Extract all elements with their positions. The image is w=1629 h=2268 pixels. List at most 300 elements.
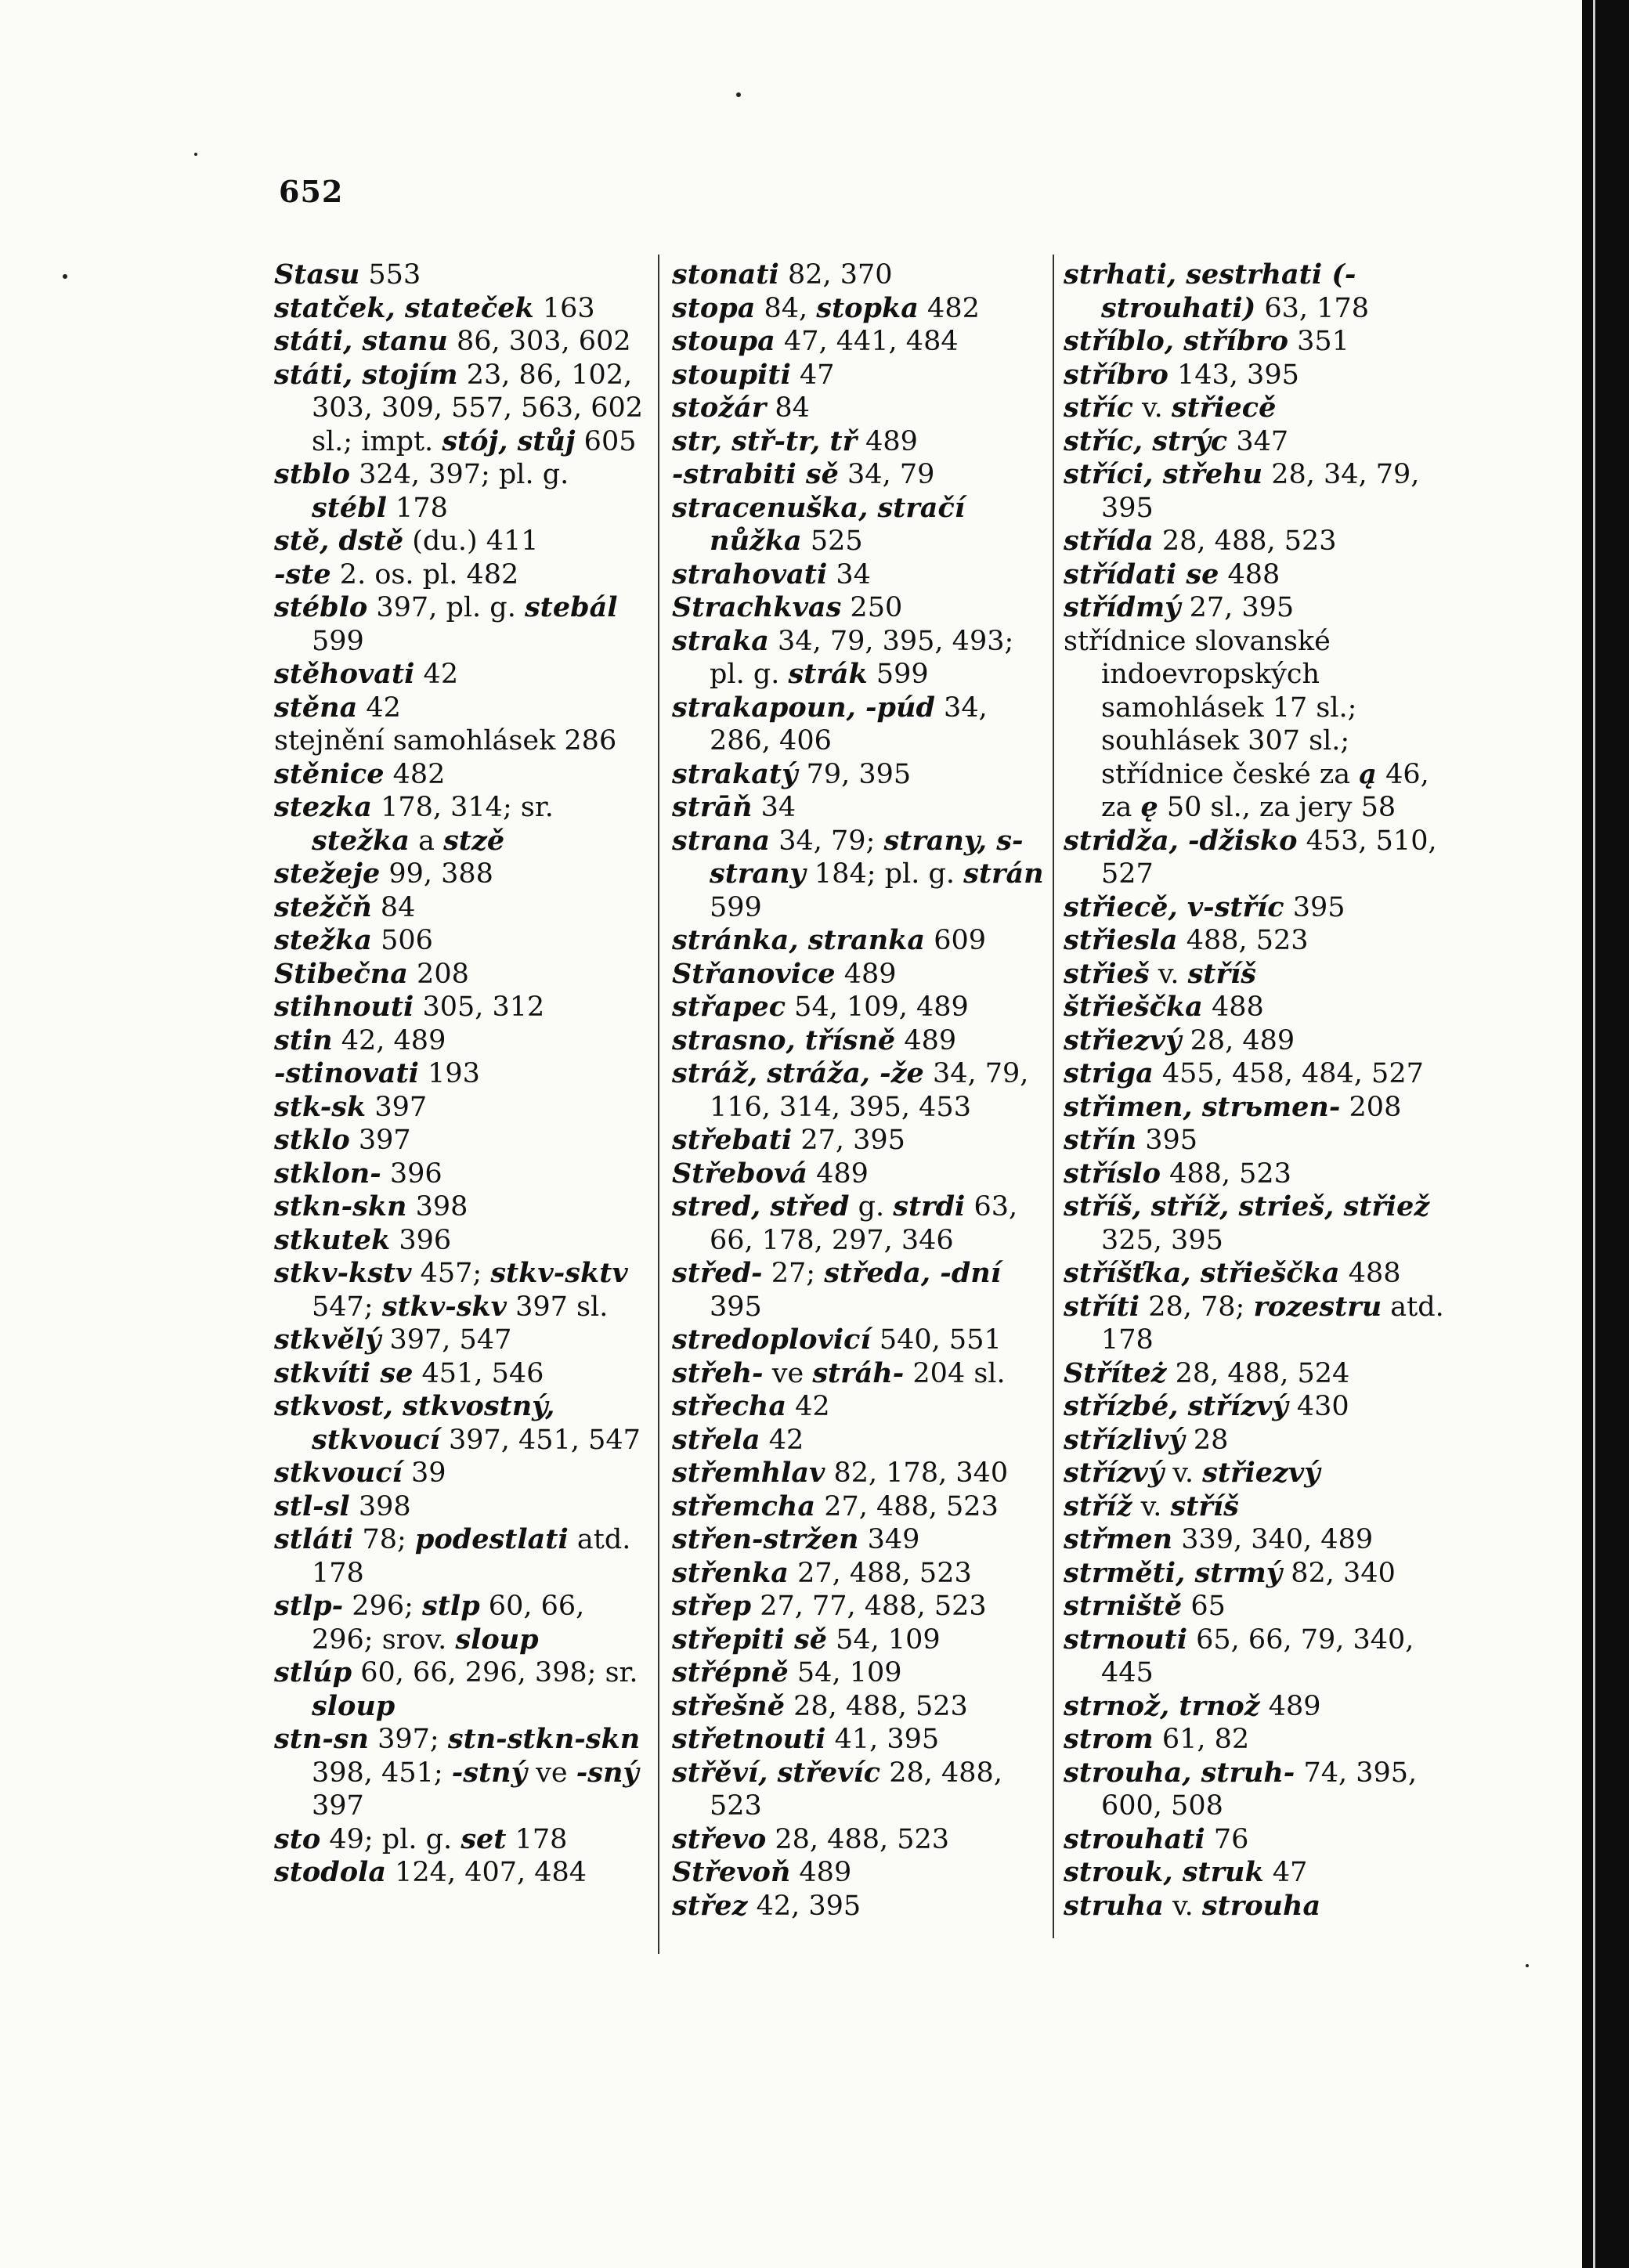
- index-entry: [274, 1856, 648, 1890]
- index-entry: [1064, 991, 1447, 1024]
- index-entry: [1064, 258, 1447, 325]
- index-entry: [672, 1690, 1048, 1724]
- headword: strouk, struk: [1064, 1856, 1264, 1888]
- headword: střiezvý: [1064, 1024, 1182, 1056]
- reference-text: 47, 441, 484: [775, 326, 959, 357]
- index-entry: [274, 858, 648, 891]
- headword: stopka: [816, 291, 919, 324]
- index-entry: [274, 1823, 648, 1857]
- reference-text: 27, 488, 523: [788, 1557, 972, 1589]
- headword: stn-stkn-skn: [447, 1723, 641, 1755]
- reference-text: 47: [790, 359, 835, 391]
- reference-text: 34, 286, 406: [710, 692, 988, 757]
- headword: rozestru: [1253, 1290, 1382, 1323]
- index-entry: [274, 758, 648, 792]
- headword: stebál: [524, 591, 618, 623]
- index-entry: [274, 958, 648, 991]
- headword: Střebová: [672, 1157, 807, 1190]
- index-entry: [1064, 1856, 1447, 1890]
- headword: strák: [788, 658, 868, 690]
- headword: stříš: [1170, 1490, 1239, 1522]
- reference-text: 457;: [411, 1258, 491, 1289]
- index-entry: [274, 1590, 648, 1656]
- headword: -strabiti sě: [672, 458, 839, 490]
- index-entry: [1064, 1690, 1447, 1724]
- headword: stred, střed: [672, 1190, 850, 1222]
- headword: stěnice: [274, 757, 385, 790]
- index-entry: [672, 1723, 1048, 1757]
- index-entry: [672, 492, 1048, 558]
- ink-speck: [63, 274, 67, 279]
- reference-text: 28, 488, 523: [1153, 525, 1337, 557]
- index-entry: [672, 1257, 1048, 1324]
- reference-text: 455, 458, 484, 527: [1153, 1058, 1424, 1089]
- headword: stopa: [672, 291, 756, 324]
- index-entry: [274, 724, 648, 758]
- reference-text: 28, 488, 523: [710, 1757, 1002, 1822]
- reference-text: 553: [359, 259, 421, 291]
- index-entry: [1064, 1390, 1447, 1424]
- headword: -stinovati: [274, 1057, 419, 1089]
- index-entry: [1064, 1890, 1447, 1923]
- headword: střiezvý: [1202, 1457, 1320, 1489]
- index-entry: [672, 1590, 1048, 1623]
- page-number: 652: [279, 174, 344, 209]
- reference-text: 397: [349, 1125, 411, 1156]
- reference-text: 34: [752, 792, 796, 823]
- headword: stožár: [672, 392, 767, 424]
- index-entry: [672, 692, 1048, 758]
- headword: stkvost, stkvostný, stkvoucí: [274, 1390, 555, 1456]
- headword: štřieščka: [1064, 991, 1203, 1023]
- reference-text: 482: [918, 292, 980, 324]
- headword: -sný: [576, 1756, 639, 1789]
- headword: střída: [1064, 525, 1154, 557]
- index-entry: [672, 1557, 1048, 1591]
- reference-text: 42, 395: [747, 1890, 861, 1922]
- headword: stihnouti: [274, 991, 414, 1023]
- index-entry: [1064, 891, 1447, 925]
- index-entry: [672, 1124, 1048, 1157]
- headword: strnouti: [1064, 1623, 1188, 1656]
- reference-text: 42, 489: [332, 1024, 446, 1056]
- reference-text: 99, 388: [380, 858, 493, 890]
- headword: strouhati: [1064, 1822, 1205, 1855]
- reference-text: 60, 66, 296, 398; sr.: [352, 1657, 638, 1688]
- headword: stežka: [274, 924, 372, 956]
- headword: sloup: [312, 1689, 396, 1722]
- reference-text: 397, 547: [381, 1324, 512, 1356]
- index-entry: [672, 258, 1048, 292]
- headword: stežka: [312, 824, 410, 857]
- index-entry: [672, 425, 1048, 459]
- headword: střín: [1064, 1124, 1137, 1156]
- reference-text: 349: [858, 1524, 920, 1555]
- headword: stkv-kstv: [274, 1257, 412, 1289]
- reference-text: 609: [925, 925, 987, 956]
- index-entry: [1064, 1190, 1447, 1257]
- headword: stráh-: [812, 1356, 905, 1389]
- index-entry: [672, 758, 1048, 792]
- reference-text: 482: [384, 758, 446, 790]
- reference-text: 396: [390, 1224, 452, 1256]
- reference-text: 305, 312: [414, 991, 545, 1023]
- reference-text: 397;: [369, 1724, 448, 1755]
- headword: střemhlav: [672, 1457, 825, 1489]
- headword: stezka: [274, 791, 372, 823]
- headword: stonati: [672, 258, 779, 291]
- reference-text: 76: [1205, 1823, 1249, 1855]
- headword: strdi: [893, 1190, 966, 1222]
- reference-text: 82, 340: [1282, 1557, 1396, 1589]
- page-edge-shadow: [1582, 0, 1629, 2268]
- headword: stříc, strýc: [1064, 424, 1228, 457]
- reference-text: 2. os. pl. 482: [330, 558, 519, 590]
- index-entry: [672, 1823, 1048, 1857]
- headword: statček, stateček: [274, 291, 534, 324]
- headword: strom: [1064, 1723, 1154, 1755]
- headword: straka: [672, 624, 769, 657]
- reference-text: 397: [366, 1091, 428, 1123]
- reference-text: 208: [407, 958, 469, 990]
- headword: stklon-: [274, 1157, 381, 1190]
- index-entry: [274, 525, 648, 558]
- index-entry: [672, 1390, 1048, 1424]
- index-entry: [274, 1224, 648, 1258]
- index-entry: [672, 1490, 1048, 1524]
- reference-text: 397, pl. g.: [367, 592, 525, 623]
- headword: střízbé, střízvý: [1064, 1390, 1288, 1422]
- headword: stoupiti: [672, 358, 791, 391]
- column-rule: [658, 255, 659, 1954]
- headword: střízlivý: [1064, 1423, 1185, 1456]
- headword: střecha: [672, 1390, 787, 1422]
- index-entry: [672, 1190, 1048, 1257]
- index-entry: [1064, 1457, 1447, 1490]
- headword: střed-: [672, 1257, 763, 1289]
- index-entry: [672, 991, 1048, 1024]
- headword: stkvoucí: [274, 1457, 403, 1489]
- index-entry: [274, 1324, 648, 1357]
- headword: stříc: [1064, 392, 1133, 424]
- index-entry: [672, 325, 1048, 359]
- reference-text: 27;: [762, 1258, 825, 1289]
- index-entry: [1064, 958, 1447, 991]
- index-entry: [1064, 1590, 1447, 1623]
- index-column-2: [672, 258, 1048, 1923]
- reference-text: 351: [1288, 326, 1349, 357]
- index-entry: [1064, 1823, 1447, 1857]
- reference-text: 34, 79: [838, 459, 935, 490]
- index-column-3: [1064, 258, 1447, 1923]
- headword: stracenuška, stračí nůžka: [672, 491, 966, 557]
- headword: stříci, střehu: [1064, 458, 1263, 490]
- headword: stránka, stranka: [672, 924, 926, 956]
- index-entry: [274, 692, 648, 725]
- reference-text: 395: [1136, 1125, 1197, 1156]
- index-entry: [672, 1357, 1048, 1391]
- headword: podestlati: [414, 1523, 569, 1555]
- index-entry: [274, 891, 648, 925]
- reference-text: a: [409, 825, 444, 857]
- index-entry: [672, 1623, 1048, 1657]
- reference-text: 398: [349, 1490, 411, 1522]
- headword: stn-sn: [274, 1723, 369, 1755]
- reference-text: 489: [807, 1157, 869, 1190]
- index-entry: [274, 1656, 648, 1723]
- headword: strnož, trnož: [1064, 1689, 1260, 1722]
- reference-text: 339, 340, 489: [1172, 1524, 1374, 1555]
- index-entry: [1064, 1024, 1447, 1058]
- index-entry: [1064, 1157, 1447, 1191]
- headword: střmen: [1064, 1523, 1173, 1555]
- index-entry: [1064, 924, 1447, 958]
- reference-text: 23, 86, 102, 303, 309, 557, 563, 602 sl.; impt.: [312, 359, 644, 457]
- headword: stráž, stráža, -že: [672, 1057, 924, 1089]
- headword: střízvý: [1064, 1457, 1165, 1489]
- index-entry: [1064, 1557, 1447, 1591]
- index-entry: [1064, 525, 1447, 558]
- reference-text: 605: [575, 425, 637, 457]
- reference-text: 28, 488, 523: [766, 1823, 950, 1855]
- reference-text: 178, 314; sr.: [371, 792, 554, 823]
- headword: sloup: [455, 1623, 539, 1656]
- index-entry: [672, 958, 1048, 991]
- reference-text: 49; pl. g.: [320, 1823, 461, 1855]
- index-entry: [672, 591, 1048, 625]
- index-entry: [1064, 1723, 1447, 1757]
- reference-text: 325, 395: [1101, 1224, 1223, 1256]
- index-entry: [274, 359, 648, 459]
- headword: stébl: [312, 491, 387, 524]
- reference-text: 324, 397; pl. g.: [350, 459, 569, 490]
- reference-text: 54, 109: [826, 1623, 941, 1656]
- reference-text: 28, 489: [1181, 1024, 1295, 1056]
- reference-text: 204 sl.: [904, 1357, 1006, 1389]
- headword: střela: [672, 1423, 760, 1456]
- index-entry: [274, 924, 648, 958]
- reference-text: g.: [849, 1191, 894, 1222]
- headword: střapec: [672, 991, 786, 1023]
- headword: strán: [963, 858, 1044, 890]
- index-entry: [672, 791, 1048, 825]
- reference-text: 34, 79;: [770, 825, 884, 857]
- reference-text: 178: [386, 492, 448, 524]
- index-entry: [1064, 1523, 1447, 1557]
- headword: stlp-: [274, 1590, 344, 1622]
- headword: střešně: [672, 1689, 785, 1722]
- reference-text: 39: [402, 1457, 446, 1489]
- headword: strniště: [1064, 1590, 1183, 1622]
- reference-text: 184; pl. g.: [805, 858, 964, 890]
- headword: strana: [672, 824, 771, 857]
- reference-text: 395: [1284, 891, 1345, 923]
- reference-text: 599: [710, 891, 762, 923]
- reference-text: 398, 451;: [312, 1757, 452, 1789]
- headword: střen-stržen: [672, 1523, 859, 1555]
- headword: státi, stojím: [274, 358, 458, 391]
- index-entry: [672, 924, 1048, 958]
- reference-text: 547;: [312, 1291, 382, 1323]
- index-entry: [672, 625, 1048, 692]
- index-entry: [274, 1091, 648, 1125]
- index-entry: [274, 1257, 648, 1324]
- reference-text: 488: [1219, 558, 1280, 590]
- headword: strhati, sestrhati (-strouhati): [1064, 258, 1356, 324]
- reference-text: 50 sl., za jery 58: [1158, 792, 1396, 823]
- headword: set: [461, 1822, 507, 1855]
- reference-text: 74, 395, 600, 508: [1101, 1757, 1418, 1822]
- index-entry: [274, 1357, 648, 1391]
- headword: střepiti sě: [672, 1623, 827, 1656]
- reference-text: 430: [1288, 1391, 1349, 1422]
- headword: strouha: [1201, 1889, 1321, 1922]
- headword: střieš: [1064, 957, 1150, 990]
- headword: stoupa: [672, 325, 775, 357]
- headword: stříslo: [1064, 1157, 1161, 1190]
- reference-text: atd. 178: [1101, 1291, 1444, 1356]
- headword: striga: [1064, 1057, 1154, 1089]
- index-entry: [274, 991, 648, 1024]
- reference-text: 63, 66, 178, 297, 346: [710, 1191, 1018, 1256]
- headword: ę: [1140, 791, 1158, 823]
- headword: strahovati: [672, 558, 828, 590]
- reference-text: 525: [801, 525, 863, 557]
- headword: str, stř-tr, tř: [672, 424, 858, 457]
- index-entry: [1064, 392, 1447, 425]
- index-column-1: [274, 258, 648, 1890]
- reference-text: 488: [1202, 991, 1264, 1023]
- headword: stkn-skn: [274, 1190, 407, 1222]
- headword: stříšťka, střieščka: [1064, 1257, 1340, 1289]
- index-entry: [672, 1890, 1048, 1923]
- reference-text: 28: [1184, 1424, 1229, 1456]
- reference-text: 208: [1340, 1091, 1402, 1123]
- headword: Stasu: [274, 258, 360, 291]
- reference-text: (du.) 411: [403, 525, 539, 557]
- headword: střimen, strьmen-: [1064, 1090, 1341, 1123]
- headword: Strachkvas: [672, 591, 842, 623]
- reference-text: 489: [1259, 1690, 1321, 1722]
- reference-text: 163: [533, 292, 595, 324]
- index-entry: [274, 1024, 648, 1058]
- headword: stin: [274, 1024, 333, 1056]
- ink-speck: [736, 92, 741, 97]
- headword: stěhovati: [274, 658, 415, 690]
- reference-text: 506: [371, 925, 433, 956]
- index-entry: [274, 1457, 648, 1490]
- reference-text: 41, 395: [825, 1724, 940, 1755]
- headword: státi, stanu: [274, 325, 448, 357]
- headword: Stříteż: [1064, 1356, 1167, 1389]
- index-entry: [1064, 1490, 1447, 1524]
- reference-text: 395: [710, 1291, 762, 1323]
- reference-text: ve: [763, 1357, 813, 1389]
- index-entry: [1064, 625, 1447, 825]
- reference-text: 396: [381, 1157, 442, 1190]
- headword: střemcha: [672, 1490, 816, 1522]
- reference-text: 82, 370: [778, 259, 893, 291]
- reference-text: střídnice slovanské indoevropských samohlásek 17 sl.; souhlásek 307 sl.; střídnice české za: [1064, 625, 1360, 790]
- reference-text: v.: [1132, 1490, 1171, 1522]
- headword: Střevoň: [672, 1856, 791, 1888]
- reference-text: ve: [526, 1757, 576, 1789]
- headword: střevo: [672, 1822, 767, 1855]
- reference-text: 84: [371, 891, 416, 923]
- reference-text: 488, 523: [1160, 1157, 1291, 1190]
- index-entry: [1064, 1057, 1447, 1091]
- index-entry: [672, 825, 1048, 925]
- reference-text: 143, 395: [1168, 359, 1299, 391]
- index-entry: [1064, 825, 1447, 891]
- reference-text: 84,: [755, 292, 817, 324]
- headword: stkvíti se: [274, 1356, 414, 1389]
- headword: stříš, stříž, strieš, střiež: [1064, 1190, 1430, 1222]
- headword: stříbro: [1064, 358, 1168, 391]
- reference-text: stejnění samohlásek 286: [274, 725, 617, 757]
- index-entry: [672, 1424, 1048, 1457]
- headword: ą: [1359, 757, 1377, 790]
- reference-text: 540, 551: [870, 1324, 1002, 1356]
- reference-text: 34: [827, 558, 871, 590]
- reference-text: 28, 34, 79, 395: [1101, 459, 1420, 524]
- headword: stéblo: [274, 591, 368, 623]
- index-entry: [274, 591, 648, 658]
- index-entry: [274, 1723, 648, 1823]
- reference-text: v.: [1149, 958, 1188, 990]
- reference-text: 65: [1182, 1591, 1226, 1622]
- headword: stkv-sktv: [490, 1257, 628, 1289]
- reference-text: 451, 546: [413, 1357, 544, 1389]
- headword: stežčň: [274, 890, 372, 923]
- headword: stříblo, stříbro: [1064, 325, 1288, 357]
- reference-text: 61, 82: [1153, 1724, 1250, 1755]
- reference-text: 65, 66, 79, 340, 445: [1101, 1623, 1414, 1688]
- index-entry: [672, 1024, 1048, 1058]
- index-entry: [672, 1523, 1048, 1557]
- reference-text: v.: [1163, 1890, 1202, 1922]
- index-entry: [672, 1656, 1048, 1690]
- index-entry: [274, 458, 648, 525]
- reference-text: 54, 109: [788, 1657, 902, 1688]
- headword: střebati: [672, 1124, 793, 1156]
- reference-text: 86, 303, 602: [447, 326, 631, 357]
- reference-text: 78;: [353, 1524, 415, 1555]
- index-entry: [1064, 1257, 1447, 1291]
- headword: stláti: [274, 1523, 354, 1555]
- headword: strakapoun, -púd: [672, 691, 935, 724]
- reference-text: 178: [506, 1823, 568, 1855]
- headword: -stný: [451, 1756, 527, 1789]
- reference-text: 296;: [343, 1591, 423, 1622]
- headword: stzě: [443, 824, 505, 857]
- headword: střez: [672, 1889, 748, 1922]
- index-entry: [672, 359, 1048, 392]
- reference-text: 54, 109, 489: [786, 991, 969, 1023]
- index-entry: [672, 1157, 1048, 1191]
- reference-text: 42: [786, 1391, 830, 1422]
- reference-text: atd. 178: [312, 1524, 631, 1589]
- headword: stě, dstě: [274, 525, 404, 557]
- reference-text: 397 sl.: [507, 1291, 609, 1323]
- reference-text: 489: [895, 1024, 957, 1056]
- headword: stodola: [274, 1856, 387, 1888]
- headword: střídmý: [1064, 591, 1181, 623]
- headword: stříti: [1064, 1290, 1140, 1323]
- headword: stkvělý: [274, 1324, 381, 1356]
- index-entry: [1064, 359, 1447, 392]
- headword: stredoplovicí: [672, 1324, 871, 1356]
